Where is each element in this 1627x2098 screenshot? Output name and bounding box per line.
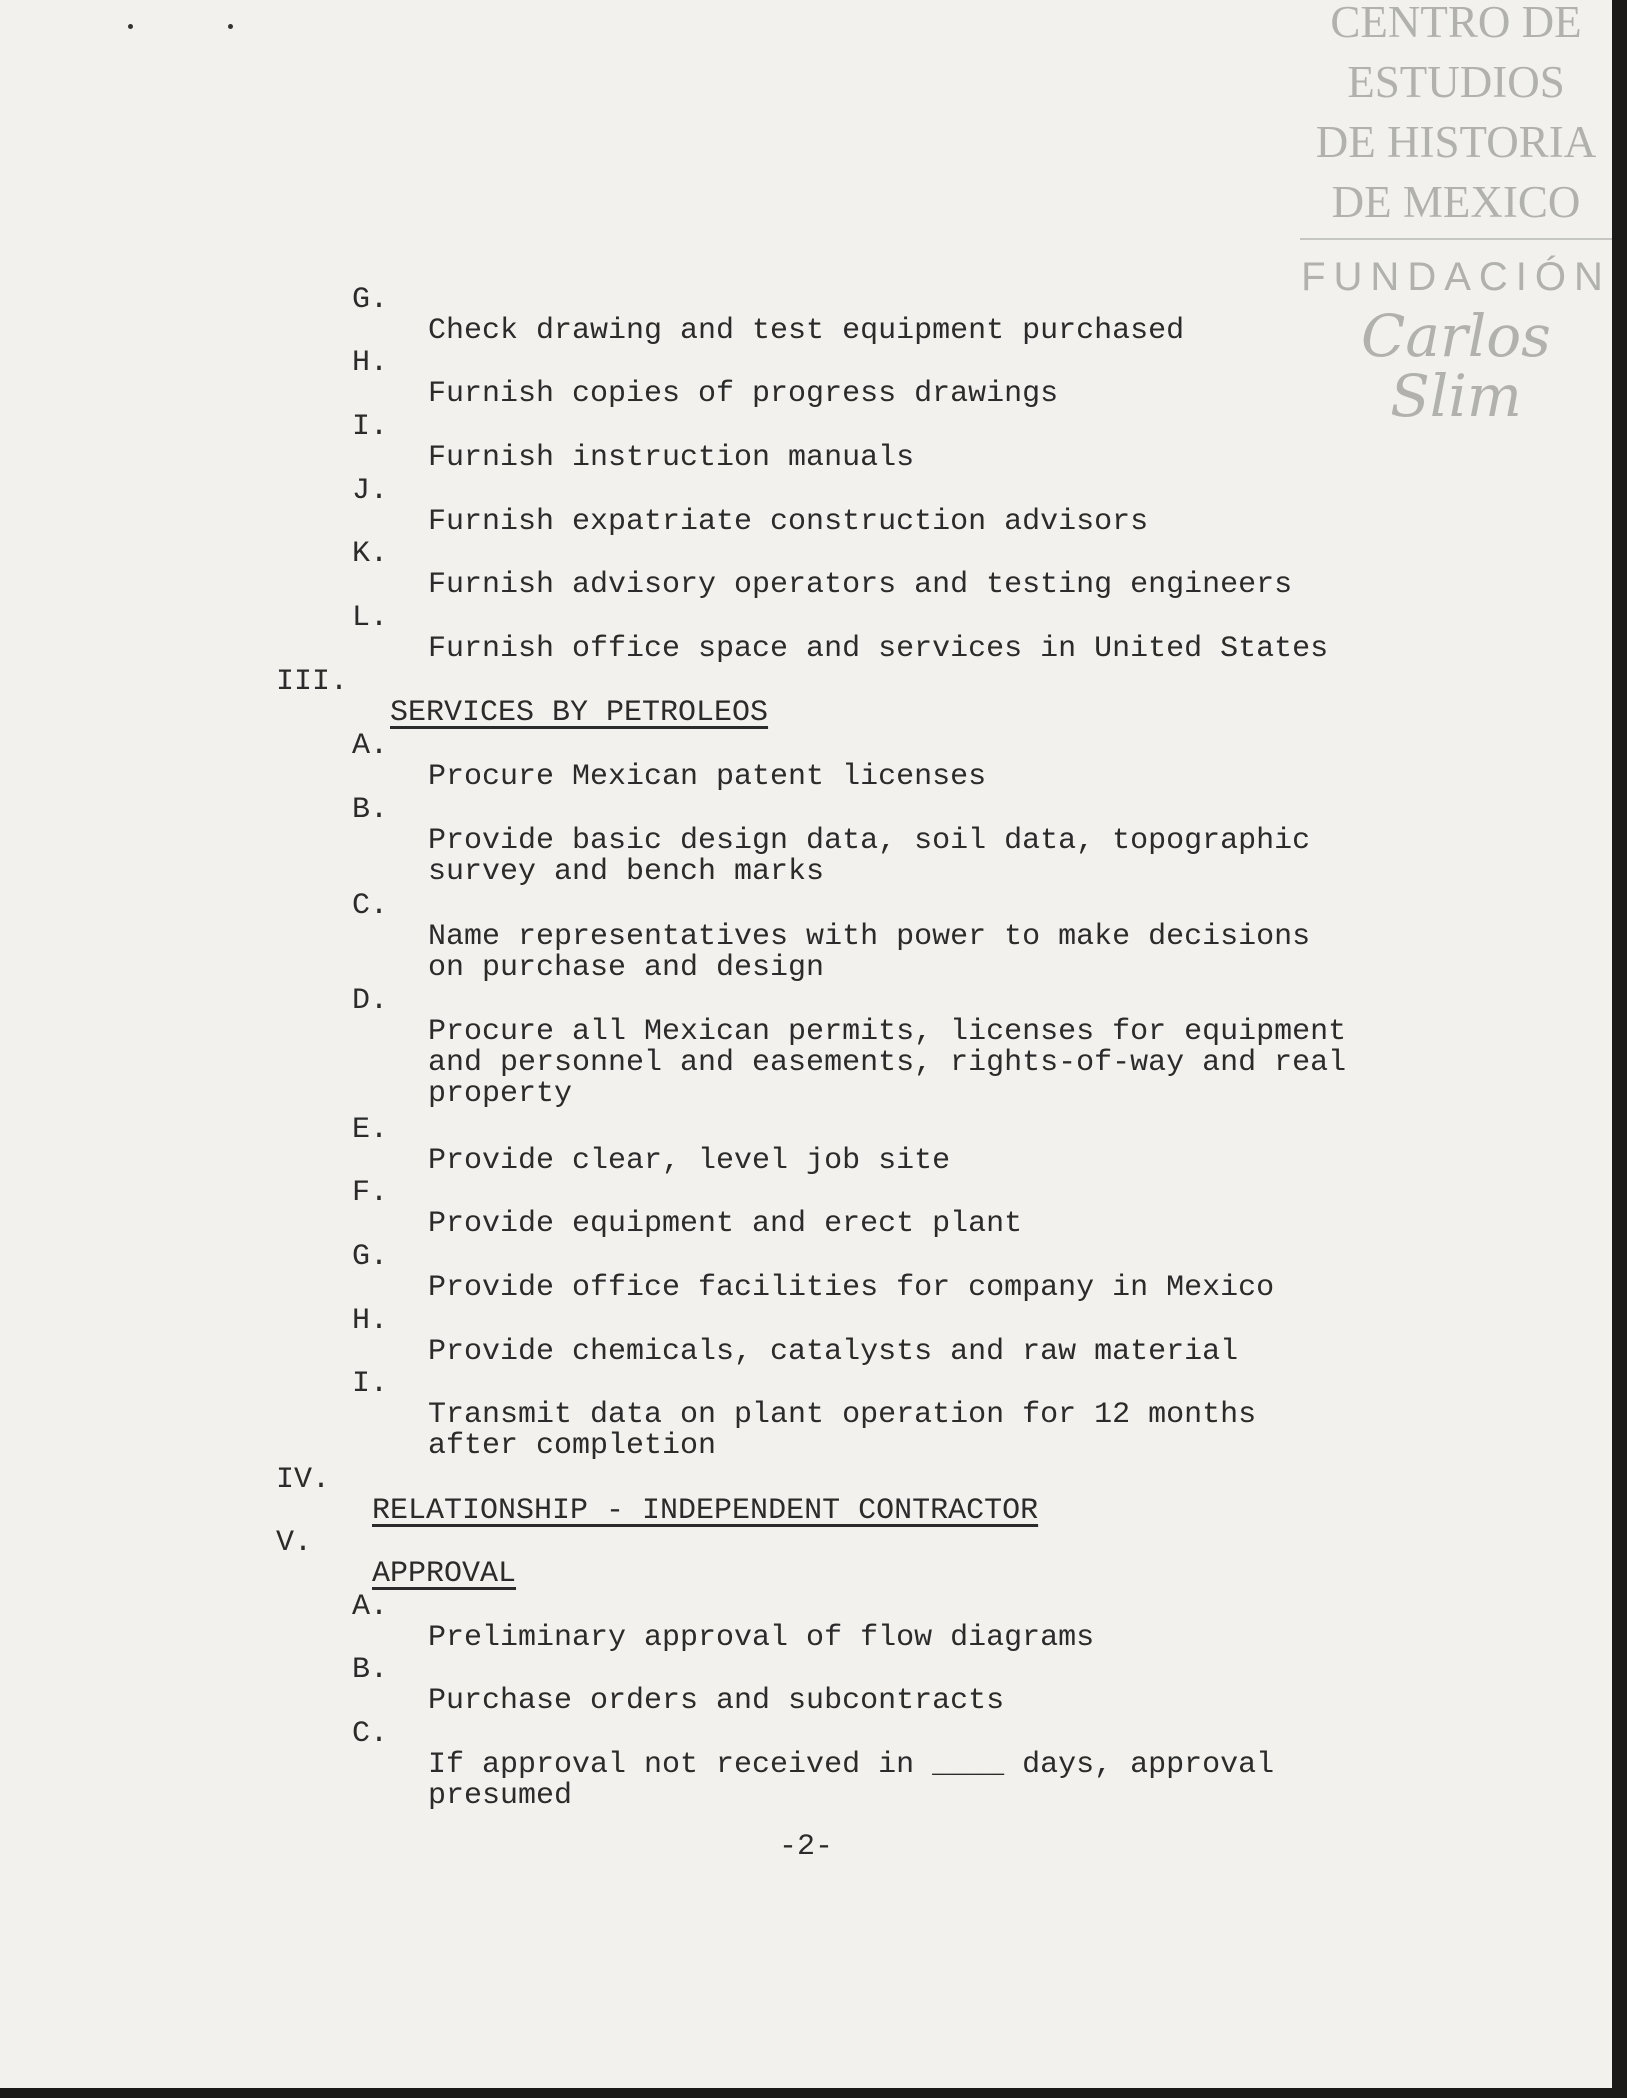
watermark-line: CENTRO DE [1330,0,1582,47]
section-numeral: V. [276,1526,313,1560]
item-label: A. [352,729,389,763]
item-label: G. [352,283,389,317]
watermark-line: ESTUDIOS [1347,57,1565,107]
watermark-divider [1300,238,1612,240]
item-text: Furnish office space and services in United States [428,632,1329,666]
watermark-line: DE HISTORIA [1315,117,1597,167]
item-text: Procure all Mexican permits, licenses for equipment and personnel and easements, rights-of-way and real property [428,1015,1347,1111]
item-label: G. [352,1240,389,1274]
section-title: APPROVAL [372,1557,517,1591]
item-text: Provide office facilities for company in Mexico [428,1271,1275,1305]
section-title: RELATIONSHIP - INDEPENDENT CONTRACTOR [372,1494,1039,1528]
section-numeral: III. [276,665,349,699]
item-text: Provide clear, level job site [428,1144,951,1178]
watermark-signature: Carlos Slim [1361,302,1551,430]
watermark-fundacion: FUNDACIÓN [1301,255,1611,299]
item-label: I. [352,410,389,444]
item-label: D. [352,984,389,1018]
item-label: C. [352,889,389,923]
item-text: Transmit data on plant operation for 12 months after completion [428,1398,1257,1463]
item-text: Check drawing and test equipment purchased [428,314,1185,348]
item-text: Provide basic design data, soil data, topographic survey and bench marks [428,824,1311,889]
watermark-line: DE MEXICO [1331,177,1581,227]
item-text: Provide equipment and erect plant [428,1207,1023,1241]
item-label: H. [352,346,389,380]
section-numeral: IV. [276,1463,331,1497]
list-item [0,955,1347,1111]
item-text: Furnish instruction manuals [428,441,915,475]
item-label: F. [352,1176,389,1210]
item-label: L. [352,601,389,635]
item-label: H. [352,1304,389,1338]
item-text: Furnish advisory operators and testing engineers [428,568,1293,602]
item-label: J. [352,474,389,508]
item-text: Furnish copies of progress drawings [428,377,1059,411]
item-label: I. [352,1367,389,1401]
item-text: Provide chemicals, catalysts and raw material [428,1335,1239,1369]
item-text: Procure Mexican patent licenses [428,760,987,794]
section-title: SERVICES BY PETROLEOS [390,696,769,730]
page-number: -2- [778,1830,833,1864]
item-label: B. [352,793,389,827]
archive-watermark [1300,0,1612,430]
item-text: Furnish expatriate construction advisors [428,505,1149,539]
item-text: Preliminary approval of flow diagrams [428,1621,1095,1655]
item-label: C. [352,1717,389,1751]
item-label: K. [352,537,389,571]
item-label: A. [352,1590,389,1624]
item-label: E. [352,1113,389,1147]
item-text: If approval not received in ____ days, approval presumed [428,1748,1275,1813]
item-text: Purchase orders and subcontracts [428,1684,1005,1718]
item-label: B. [352,1653,389,1687]
item-text: Name representatives with power to make decisions on purchase and design [428,920,1311,985]
